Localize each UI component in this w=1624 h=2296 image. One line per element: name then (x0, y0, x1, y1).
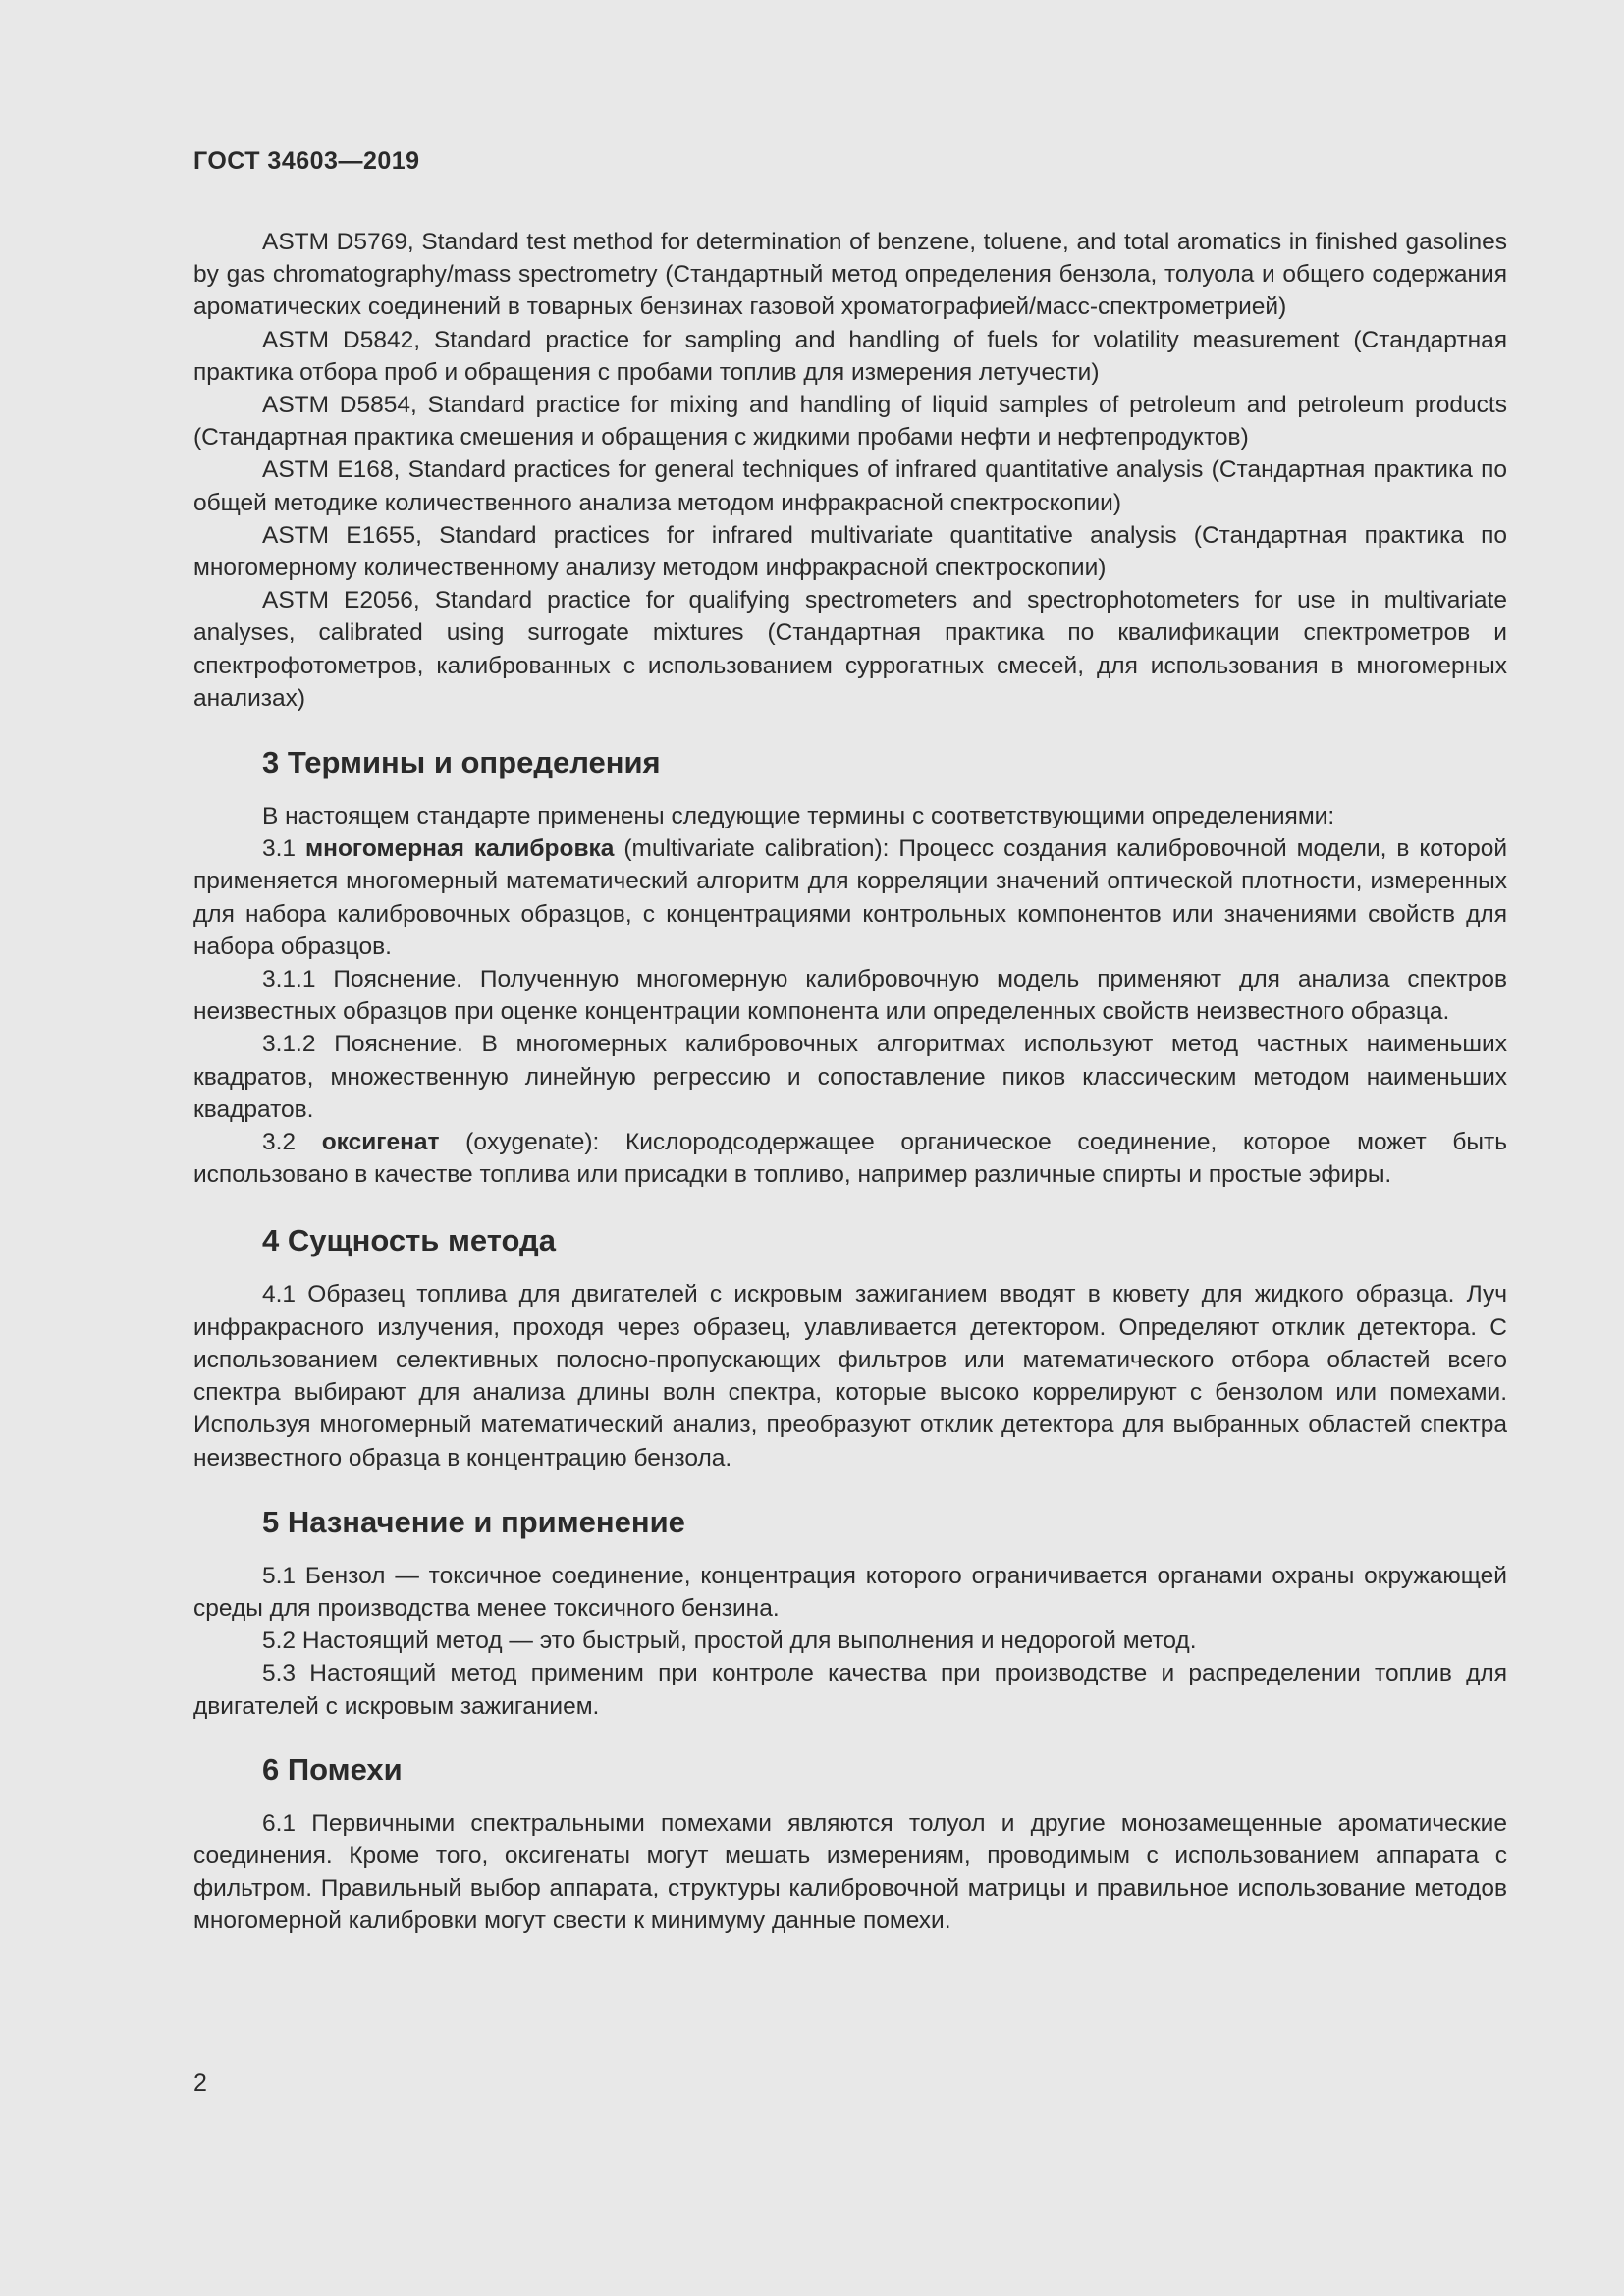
clause-5-3: 5.3 Настоящий метод применим при контроле качества при производстве и распределении топлив для двигателей с искровым зажиганием. (193, 1660, 1507, 1720)
reference-astm-d5842: ASTM D5842, Standard practice for sampling and handling of fuels for volatility measurement (Стандартная практика отбора проб и обращения с пробами топлив для измерения летучести) (193, 326, 1507, 386)
reference-astm-d5854: ASTM D5854, Standard practice for mixing and handling of liquid samples of petroleum and petroleum products (Стандартная практика смешения и обращения с жидкими пробами нефти и нефтепродуктов) (193, 392, 1507, 452)
section-4-heading: 4 Сущность метода (262, 1223, 556, 1258)
clause-5-2: 5.2 Настоящий метод — это быстрый, простой для выполнения и недорогой метод. (262, 1628, 1197, 1655)
term-3-2-definition: (oxygenate): Кислородсодержащее органическое соединение, которое может быть использовано в качестве топлива или присадки в топливо, например различные спирты и простые эфиры. (193, 1129, 1507, 1189)
reference-astm-e1655: ASTM E1655, Standard practices for infrared multivariate quantitative analysis (Стандартная практика по многомерному количественному анализу методом инфракрасной спектроскопии) (193, 521, 1507, 582)
term-3-2 (193, 1126, 1507, 1191)
term-3-2-name: оксигенат (321, 1129, 440, 1156)
term-3-1-definition: (multivariate calibration): Процесс создания калибровочной модели, в которой применяется многомерный математический алгоритм для корреляции значений оптической плотности, измеренных для набора калибровочных образцов, с концентрациями контрольных компонентов или значениями свойств для набора образцов. (193, 835, 1508, 960)
page-content (193, 226, 1507, 1938)
section-5-heading: 5 Назначение и применение (262, 1504, 685, 1539)
term-3-1-name: многомерная калибровка (305, 835, 615, 863)
document-code-header: ГОСТ 34603—2019 (193, 147, 420, 175)
reference-astm-d5769: ASTM D5769, Standard test method for determination of benzene, toluene, and total aromatics in finished gasolines by gas chromatography/mass spectrometry (Стандартный метод определения бензола, толуола и общего содержания ароматических соединений в товарных бензинах газовой хроматографией/масс-спектрометрией) (193, 229, 1507, 321)
note-3-1-1: 3.1.1 Пояснение. Полученную многомерную калибровочную модель применяют для анализа спектров неизвестных образцов при оценке концентрации компонента или определенных свойств неизвестного образца. (193, 966, 1507, 1026)
section-6-heading: 6 Помехи (262, 1751, 403, 1787)
term-3-1 (193, 832, 1507, 963)
section-3-heading: 3 Термины и определения (262, 745, 661, 780)
section-3-intro: В настоящем стандарте применены следующие термины с соответствующими определениями: (262, 803, 1335, 830)
reference-astm-e2056: ASTM E2056, Standard practice for qualifying spectrometers and spectrophotometers for use in multivariate analyses, calibrated using surrogate mixtures (Стандартная практика по квалификации спектрометров и спектрофотометров, калиброванных с использованием суррогатных смесей, для использования в многомерных анализах) (193, 587, 1507, 712)
term-3-1-number: 3.1 (262, 835, 297, 863)
clause-6-1: 6.1 Первичными спектральными помехами являются толуол и другие монозамещенные ароматические соединения. Кроме того, оксигенаты могут мешать измерениям, проводимым с использованием аппарата с фильтром. Правильный выбор аппарата, структуры калибровочной матрицы и правильное использование методов многомерной калибровки могут свести к минимуму данные помехи. (193, 1809, 1507, 1935)
page-number: 2 (193, 2069, 207, 2097)
note-3-1-2: 3.1.2 Пояснение. В многомерных калибровочных алгоритмах используют метод частных наименьших квадратов, множественную линейную регрессию и сопоставление пиков классическим методом наименьших квадратов. (193, 1031, 1507, 1123)
reference-astm-e168: ASTM E168, Standard practices for general techniques of infrared quantitative analysis (Стандартная практика по общей методике количественного анализа методом инфракрасной спектроскопии) (193, 456, 1507, 516)
term-3-2-number: 3.2 (262, 1129, 297, 1156)
clause-4-1: 4.1 Образец топлива для двигателей с искровым зажиганием вводят в кювету для жидкого образца. Луч инфракрасного излучения, проходя через образец, улавливается детектором. Определяют отклик детектора. С использованием селективных полосно-пропускающих фильтров или математического отбора областей всего спектра выбирают для анализа длины волн спектра, которые высоко коррелируют с бензолом или помехами. Используя многомерный математический анализ, преобразуют отклик детектора для выбранных областей спектра неизвестного образца в концентрацию бензола. (193, 1281, 1507, 1471)
clause-5-1: 5.1 Бензол — токсичное соединение, концентрация которого ограничивается органами охраны окружающей среды для производства менее токсичного бензина. (193, 1562, 1507, 1622)
